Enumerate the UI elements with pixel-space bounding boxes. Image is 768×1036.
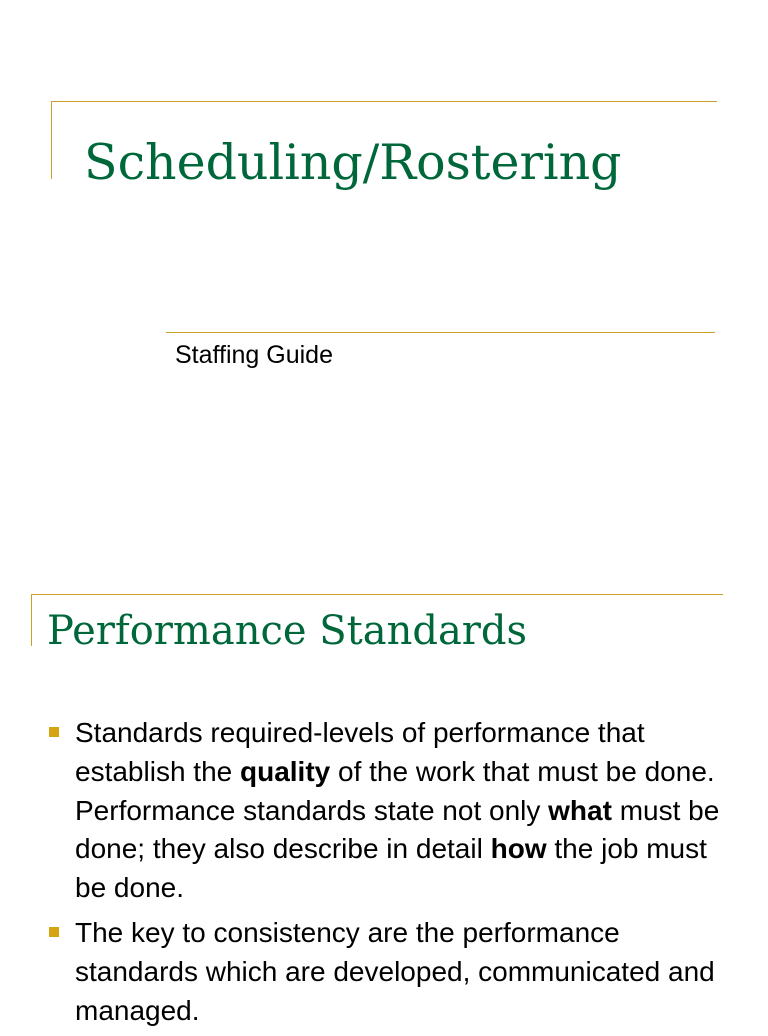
title-left-rule <box>51 101 52 179</box>
bullet-emphasis-how: how <box>490 833 547 865</box>
bullet-text-part: Standards required-levels of performance that establish the <box>75 717 645 787</box>
bullet-text-part: of the work that must be done. Performance standards state not only <box>75 755 715 826</box>
bullet-text-part: The key to consistency are the performance standards which are developed, communicated and managed. <box>75 916 715 1026</box>
slide-heading: Performance Standards <box>47 608 528 654</box>
square-bullet-icon <box>49 927 59 937</box>
bullet-text <box>75 717 719 903</box>
bullet-text <box>75 917 715 1026</box>
heading-left-rule <box>31 594 32 646</box>
title-top-rule <box>51 101 717 102</box>
bullet-text-part: the job must be done. <box>75 833 707 904</box>
bullet-emphasis-quality: quality <box>240 755 331 787</box>
slide-title-text: Scheduling/Rostering <box>84 134 622 191</box>
bullet-list <box>47 714 727 1036</box>
subtitle-rule <box>166 332 715 333</box>
bullet-text-part: must be done; they also describe in detail <box>75 794 720 865</box>
heading-top-rule <box>31 594 723 595</box>
bullet-emphasis-what: what <box>548 794 612 826</box>
bullet-item <box>47 914 727 1030</box>
slide-performance-standards <box>0 560 768 1024</box>
slide-subtitle: Staffing Guide <box>175 341 333 369</box>
bullet-item <box>47 714 727 908</box>
square-bullet-icon <box>49 727 59 737</box>
